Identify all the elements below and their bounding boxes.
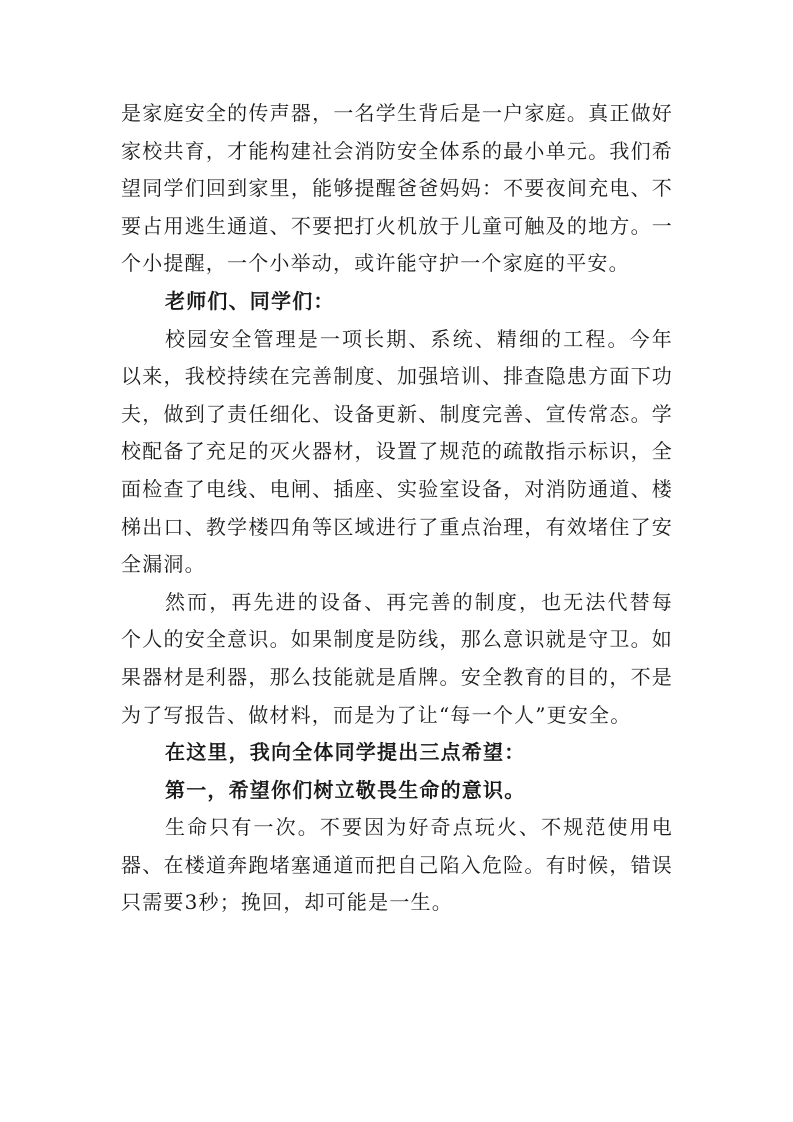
paragraph-life-only-once: 生命只有一次。不要因为好奇点玩火、不规范使用电器、在楼道奔跑堵塞通道而把自己陷入危险。有时候，错误只需要3秒；挽回，却可能是一生。 bbox=[121, 815, 673, 915]
paragraph-three-hopes-intro: 在这里，我向全体同学提出三点希望： bbox=[165, 740, 526, 765]
paragraph-address-teachers-students: 老师们、同学们： bbox=[165, 288, 335, 313]
document-body bbox=[121, 95, 673, 922]
paragraph-family-safety: 是家庭安全的传声器，一名学生背后是一户家庭。真正做好家校共育，才能构建社会消防安全体系的最小单元。我们希望同学们回到家里，能够提醒爸爸妈妈：不要夜间充电、不要占用逃生通道、不要把打火机放于儿童可触及的地方。一个小提醒，一个小举动，或许能守护一个家庭的平安。 bbox=[121, 101, 673, 276]
paragraph-safety-awareness: 然而，再先进的设备、再完善的制度，也无法代替每个人的安全意识。如果制度是防线，那么意识就是守卫。如果器材是利器，那么技能就是盾牌。安全教育的目的，不是为了写报告、做材料，而是为了让“每一个人”更安全。 bbox=[121, 589, 673, 727]
paragraph-campus-safety-management: 校园安全管理是一项长期、系统、精细的工程。今年以来，我校持续在完善制度、加强培训、排查隐患方面下功夫，做到了责任细化、设备更新、制度完善、宣传常态。学校配备了充足的灭火器材，设置了规范的疏散指示标识，全面检查了电线、电闸、插座、实验室设备，对消防通道、楼梯出口、教学楼四角等区域进行了重点治理，有效堵住了安全漏洞。 bbox=[121, 326, 673, 577]
paragraph-first-hope-heading: 第一，希望你们树立敬畏生命的意识。 bbox=[165, 777, 526, 802]
